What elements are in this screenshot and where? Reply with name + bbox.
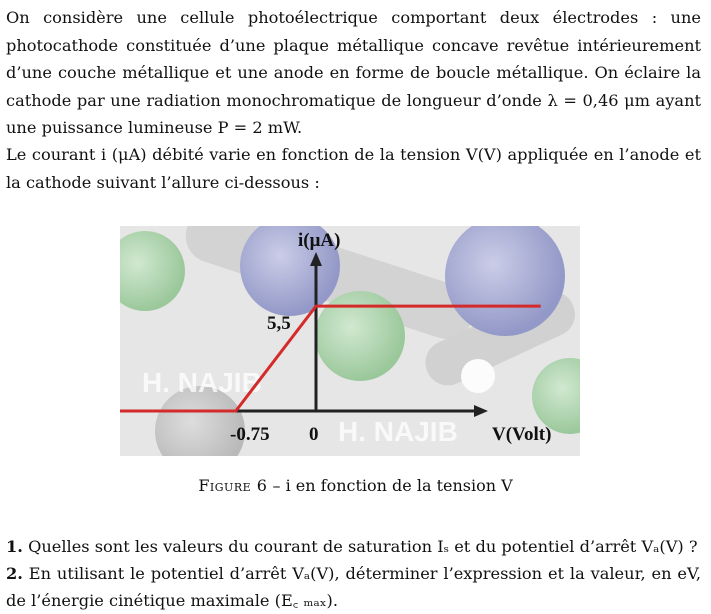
watermark-left: H. NAJIB xyxy=(142,367,262,398)
caption-text: – i en fonction de la tension V xyxy=(272,476,513,495)
watermark-bottom: H. NAJIB xyxy=(338,416,458,447)
question-2-number: 2. xyxy=(6,564,23,583)
figure-caption xyxy=(0,476,711,495)
question-1-text: Quelles sont les valeurs du courant de saturation Iₛ et du potentiel d’arrêt Vₐ(V) ? xyxy=(28,537,698,556)
question-2 xyxy=(6,560,701,614)
saturation-tick-label: 5,5 xyxy=(267,313,291,334)
intro-paragraph-2: Le courant i (μA) débité varie en fonction de la tension V(V) appliquée en l’anode et la cathode suivant l’allure ci-dessous : xyxy=(6,145,701,192)
stop-voltage-tick-label: -0.75 xyxy=(230,424,270,445)
origin-tick-label: 0 xyxy=(309,424,319,445)
y-axis-label: i(μA) xyxy=(298,230,341,251)
current-voltage-chart xyxy=(120,226,580,456)
x-axis-label: V(Volt) xyxy=(492,424,552,445)
question-1-number: 1. xyxy=(6,537,23,556)
current-voltage-figure xyxy=(120,226,580,456)
question-1 xyxy=(6,533,701,560)
caption-prefix: Figure 6 xyxy=(198,476,268,495)
intro-paragraph-1: On considère une cellule photoélectrique comportant deux électrodes : une photocathode constituée d’une plaque métallique concave revêtue intérieurement d’une couche métallique et une anode en forme de boucle métallique. On éclaire la cathode par une radiation monochromatique de longueur d’onde λ = 0,46 μm ayant une puissance lumineuse P = 2 mW. xyxy=(6,8,701,137)
question-2-text: En utilisant le potentiel d’arrêt Vₐ(V), déterminer l’expression et la valeur, en eV, de l’énergie cinétique maximale (E꜀ ₘₐₓ). xyxy=(6,564,701,610)
